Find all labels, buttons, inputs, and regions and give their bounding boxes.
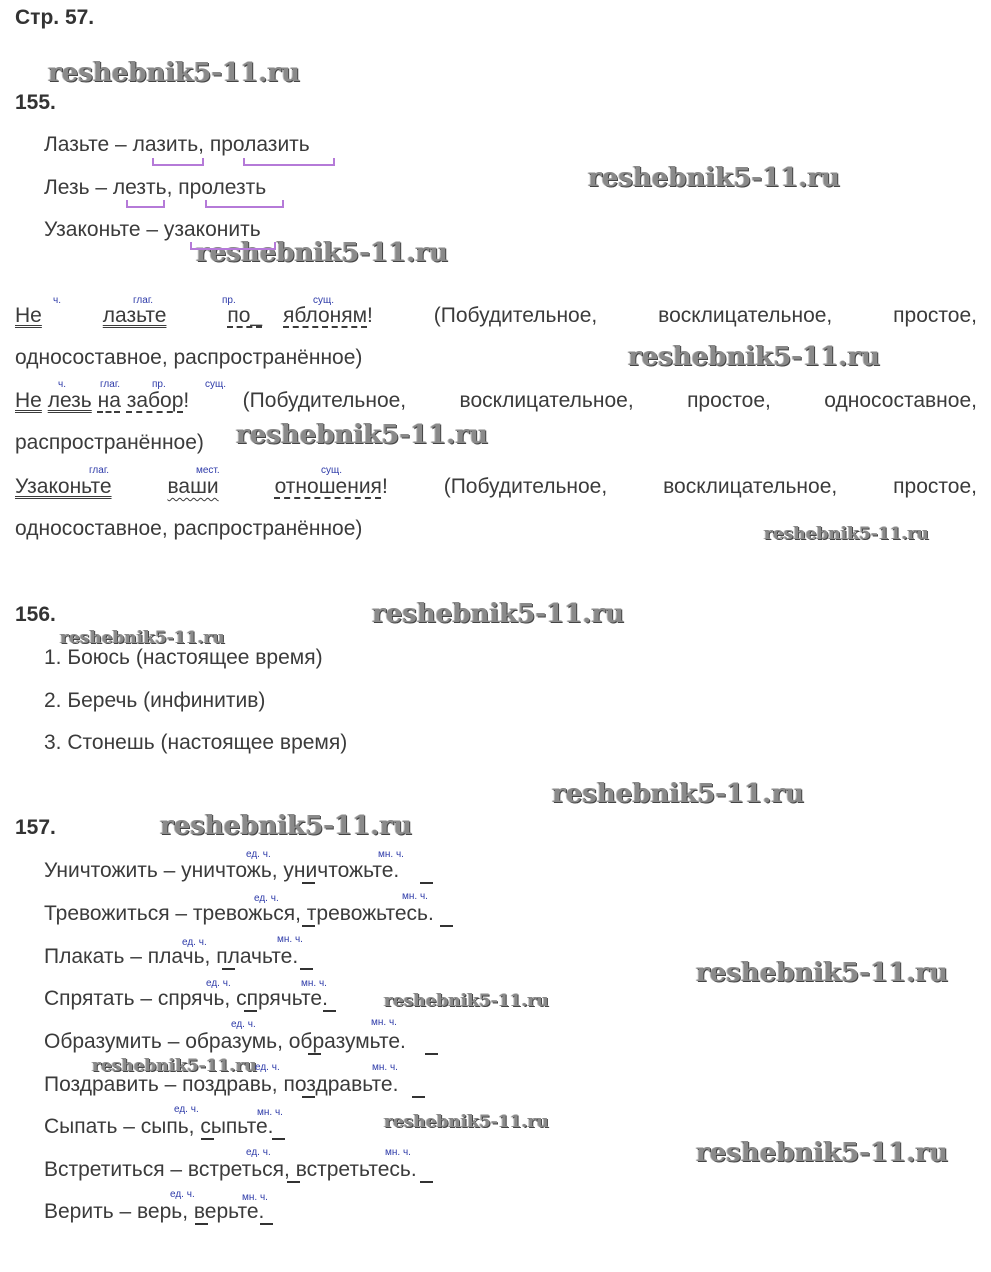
- letter-underline: [195, 1223, 208, 1225]
- word: простое,: [893, 304, 977, 327]
- verb-line: Верить – верь, верьте.: [44, 1200, 265, 1223]
- letter-underline: [300, 968, 313, 970]
- word: на: [97, 389, 121, 412]
- sentence-1: [15, 304, 977, 328]
- number-label: мн. ч.: [301, 978, 327, 989]
- word: восклицательное,: [459, 389, 634, 412]
- watermark: reshebnik5-11.ru: [696, 958, 949, 988]
- word: простое,: [893, 475, 977, 498]
- watermark: reshebnik5-11.ru: [48, 58, 301, 88]
- pos-label: ч.: [53, 295, 61, 306]
- number-label: ед. ч.: [246, 849, 271, 860]
- word: забор: [126, 389, 184, 412]
- list-item: 1. Боюсь (настоящее время): [44, 646, 323, 669]
- watermark: reshebnik5-11.ru: [236, 420, 489, 450]
- pos-label: глаг.: [89, 465, 110, 476]
- watermark: reshebnik5-11.ru: [696, 1138, 949, 1168]
- list-item: 2. Беречь (инфинитив): [44, 689, 266, 712]
- watermark: reshebnik5-11.ru: [764, 524, 929, 544]
- suffix-mark: [190, 242, 276, 250]
- number-label: мн. ч.: [277, 934, 303, 945]
- number-label: ед. ч.: [231, 1019, 256, 1030]
- verb-line: Встретиться – встреться, встретьтесь.: [44, 1158, 417, 1181]
- number-label: ед. ч.: [246, 1147, 271, 1158]
- punct: !: [381, 475, 388, 498]
- watermark: reshebnik5-11.ru: [628, 342, 881, 372]
- pos-label: пр.: [152, 379, 166, 390]
- watermark: reshebnik5-11.ru: [92, 1056, 257, 1076]
- watermark: reshebnik5-11.ru: [196, 238, 449, 268]
- number-label: ед. ч.: [182, 937, 207, 948]
- sentence-2-cont: распространённое): [15, 431, 204, 454]
- watermark: reshebnik5-11.ru: [552, 779, 805, 809]
- word: отношения: [274, 475, 382, 498]
- verb-line: Уничтожить – уничтожь, уничтожьте.: [44, 859, 400, 882]
- number-label: мн. ч.: [372, 1062, 398, 1073]
- sentence-2: [15, 389, 977, 413]
- word: восклицательное,: [663, 475, 838, 498]
- letter-underline: [287, 1181, 300, 1183]
- word: лезь: [47, 389, 92, 412]
- suffix-mark: [205, 200, 284, 208]
- word-pair: Лезь – лезть, пролезть: [44, 176, 267, 199]
- word: (Побудительное,: [242, 389, 407, 412]
- letter-underline: [425, 1053, 438, 1055]
- word: ваши: [167, 475, 219, 498]
- word: простое,: [687, 389, 771, 412]
- number-label: ед. ч.: [206, 978, 231, 989]
- pos-label: сущ.: [321, 465, 343, 476]
- number-label: мн. ч.: [378, 849, 404, 860]
- number-label: ед. ч.: [170, 1189, 195, 1200]
- word: односоставное,: [824, 389, 977, 412]
- letter-underline: [440, 925, 453, 927]
- exercise-number: 156.: [15, 603, 56, 626]
- number-label: мн. ч.: [385, 1147, 411, 1158]
- letter-underline: [323, 1010, 336, 1012]
- watermark: reshebnik5-11.ru: [384, 1112, 549, 1132]
- pos-label: сущ.: [205, 379, 227, 390]
- exercise-number: 155.: [15, 91, 56, 114]
- suffix-mark: [152, 158, 204, 166]
- word: (Побудительное,: [433, 304, 598, 327]
- letter-underline: [272, 1138, 285, 1140]
- word: Не: [15, 304, 42, 327]
- pos-label: глаг.: [133, 295, 154, 306]
- page-header: Стр. 57.: [15, 6, 95, 29]
- watermark: reshebnik5-11.ru: [372, 599, 625, 629]
- number-label: мн. ч.: [242, 1192, 268, 1203]
- letter-underline: [412, 1096, 425, 1098]
- word: по_: [227, 304, 263, 327]
- pos-label: ч.: [58, 379, 66, 390]
- number-label: мн. ч.: [371, 1017, 397, 1028]
- verb-line: Поздравить – поздравь, поздравьте.: [44, 1073, 399, 1096]
- word: (Побудительное,: [443, 475, 608, 498]
- word: лазьте: [102, 304, 167, 327]
- verb-line: Сыпать – сыпь, сыпьте.: [44, 1115, 274, 1138]
- word: Не: [15, 389, 42, 412]
- letter-underline: [260, 1223, 273, 1225]
- watermark: reshebnik5-11.ru: [384, 991, 549, 1011]
- pos-label: глаг.: [100, 379, 121, 390]
- letter-underline: [201, 1138, 214, 1140]
- sentence-3-cont: односоставное, распространённое): [15, 517, 363, 540]
- watermark: reshebnik5-11.ru: [588, 163, 841, 193]
- pos-label: пр.: [222, 295, 236, 306]
- pos-label: сущ.: [313, 295, 335, 306]
- watermark: reshebnik5-11.ru: [60, 628, 225, 648]
- verb-line: Спрятать – спрячь, спрячьте.: [44, 987, 328, 1010]
- number-label: ед. ч.: [254, 893, 279, 904]
- number-label: ед. ч.: [174, 1104, 199, 1115]
- word: восклицательное,: [658, 304, 833, 327]
- suffix-mark: [126, 200, 165, 208]
- punct: !: [183, 389, 190, 412]
- word-pair: Лазьте – лазить, пролазить: [44, 133, 310, 156]
- word: яблоням: [283, 304, 368, 327]
- letter-underline: [302, 1096, 315, 1098]
- exercise-number: 157.: [15, 816, 56, 839]
- number-label: мн. ч.: [257, 1107, 283, 1118]
- word: Узаконьте: [15, 475, 112, 498]
- number-label: мн. ч.: [402, 891, 428, 902]
- pos-label: мест.: [196, 465, 220, 476]
- punct: !: [367, 304, 373, 327]
- sentence-3: [15, 475, 977, 499]
- letter-underline: [302, 925, 315, 927]
- letter-underline: [222, 968, 235, 970]
- verb-line: Плакать – плачь, плачьте.: [44, 945, 299, 968]
- letter-underline: [244, 1010, 257, 1012]
- number-label: ед. ч.: [255, 1062, 280, 1073]
- suffix-mark: [243, 158, 335, 166]
- word-pair: Узаконьте – узаконить: [44, 218, 261, 241]
- letter-underline: [420, 882, 433, 884]
- verb-line: Образумить – образумь, образумьте.: [44, 1030, 406, 1053]
- letter-underline: [420, 1181, 433, 1183]
- letter-underline: [308, 1053, 321, 1055]
- letter-underline: [302, 882, 315, 884]
- sentence-1-cont: односоставное, распространённое): [15, 346, 363, 369]
- watermark: reshebnik5-11.ru: [160, 811, 413, 841]
- verb-line: Тревожиться – тревожься, тревожьтесь.: [44, 902, 434, 925]
- list-item: 3. Стонешь (настоящее время): [44, 731, 348, 754]
